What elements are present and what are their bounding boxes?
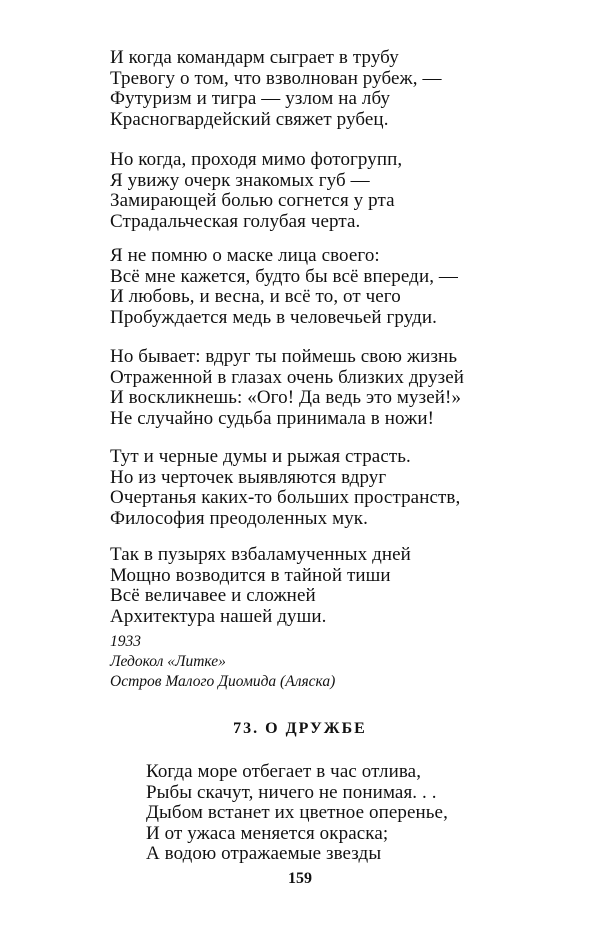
verse-line: Рыбы скачут, ничего не понимая. . . [146,781,437,803]
poem-2-stanza [146,762,566,865]
verse-line: Красногвардейский свяжет рубец. [110,108,389,130]
verse-line: Но когда, проходя мимо фотогрупп, [110,149,403,170]
stanza-3 [110,246,550,328]
verse-line: Отраженной в глазах очень близких друзей [110,366,465,388]
verse-line: Философия преодоленных мук. [110,507,368,529]
poem-place-island: Остров Малого Диомида (Аляска) [110,673,336,690]
stanza-6 [110,545,550,627]
verse-line: Всё величавее и сложней [110,585,316,606]
verse-line: Дыбом встанет их цветное оперенье, [146,802,448,823]
stanza-1 [110,48,550,130]
verse-line: Замирающей болью согнется у рта [110,190,395,211]
verse-line: Но бывает: вдруг ты поймешь свою жизнь [110,346,458,367]
poem-title: 73. О ДРУЖБЕ [233,720,367,737]
poem-year: 1933 [110,633,141,650]
verse-line: Так в пузырях взбаламученных дней [110,544,411,565]
verse-line: Но из черточек выявляются вдруг [110,466,387,488]
verse-line: И любовь, и весна, и всё то, от чего [110,286,401,307]
verse-line: Не случайно судьба принимала в ножи! [110,407,435,429]
page-number: 159 [288,870,312,887]
verse-line: Очертанья каких-то больших пространств, [110,487,461,508]
verse-line: Тревогу о том, что взволнован рубеж, — [110,67,442,89]
verse-line: Мощно возводится в тайной тиши [110,564,391,586]
verse-line: Футуризм и тигра — узлом на лбу [110,88,391,109]
verse-line: И когда командарм сыграет в трубу [110,47,399,68]
verse-line: И от ужаса меняется окраска; [146,822,389,844]
stanza-4 [110,347,550,429]
stanza-5 [110,447,550,529]
poem-place-ship: Ледокол «Литке» [110,653,226,670]
verse-line: Я увижу очерк знакомых губ — [110,169,370,191]
verse-line: Всё мне кажется, будто бы всё впереди, — [110,265,459,287]
verse-line: Я не помню о маске лица своего: [110,245,380,266]
verse-line: Страдальческая голубая черта. [110,210,361,232]
verse-line: Пробуждается медь в человечьей груди. [110,306,438,328]
verse-line: А водою отражаемые звезды [146,843,382,864]
stanza-2 [110,150,550,232]
verse-line: Тут и черные думы и рыжая страсть. [110,446,411,467]
verse-line: И воскликнешь: «Ого! Да ведь это музей!» [110,387,462,408]
verse-line: Когда море отбегает в час отлива, [146,761,422,782]
verse-line: Архитектура нашей души. [110,605,327,627]
poem-dateline [110,632,550,692]
